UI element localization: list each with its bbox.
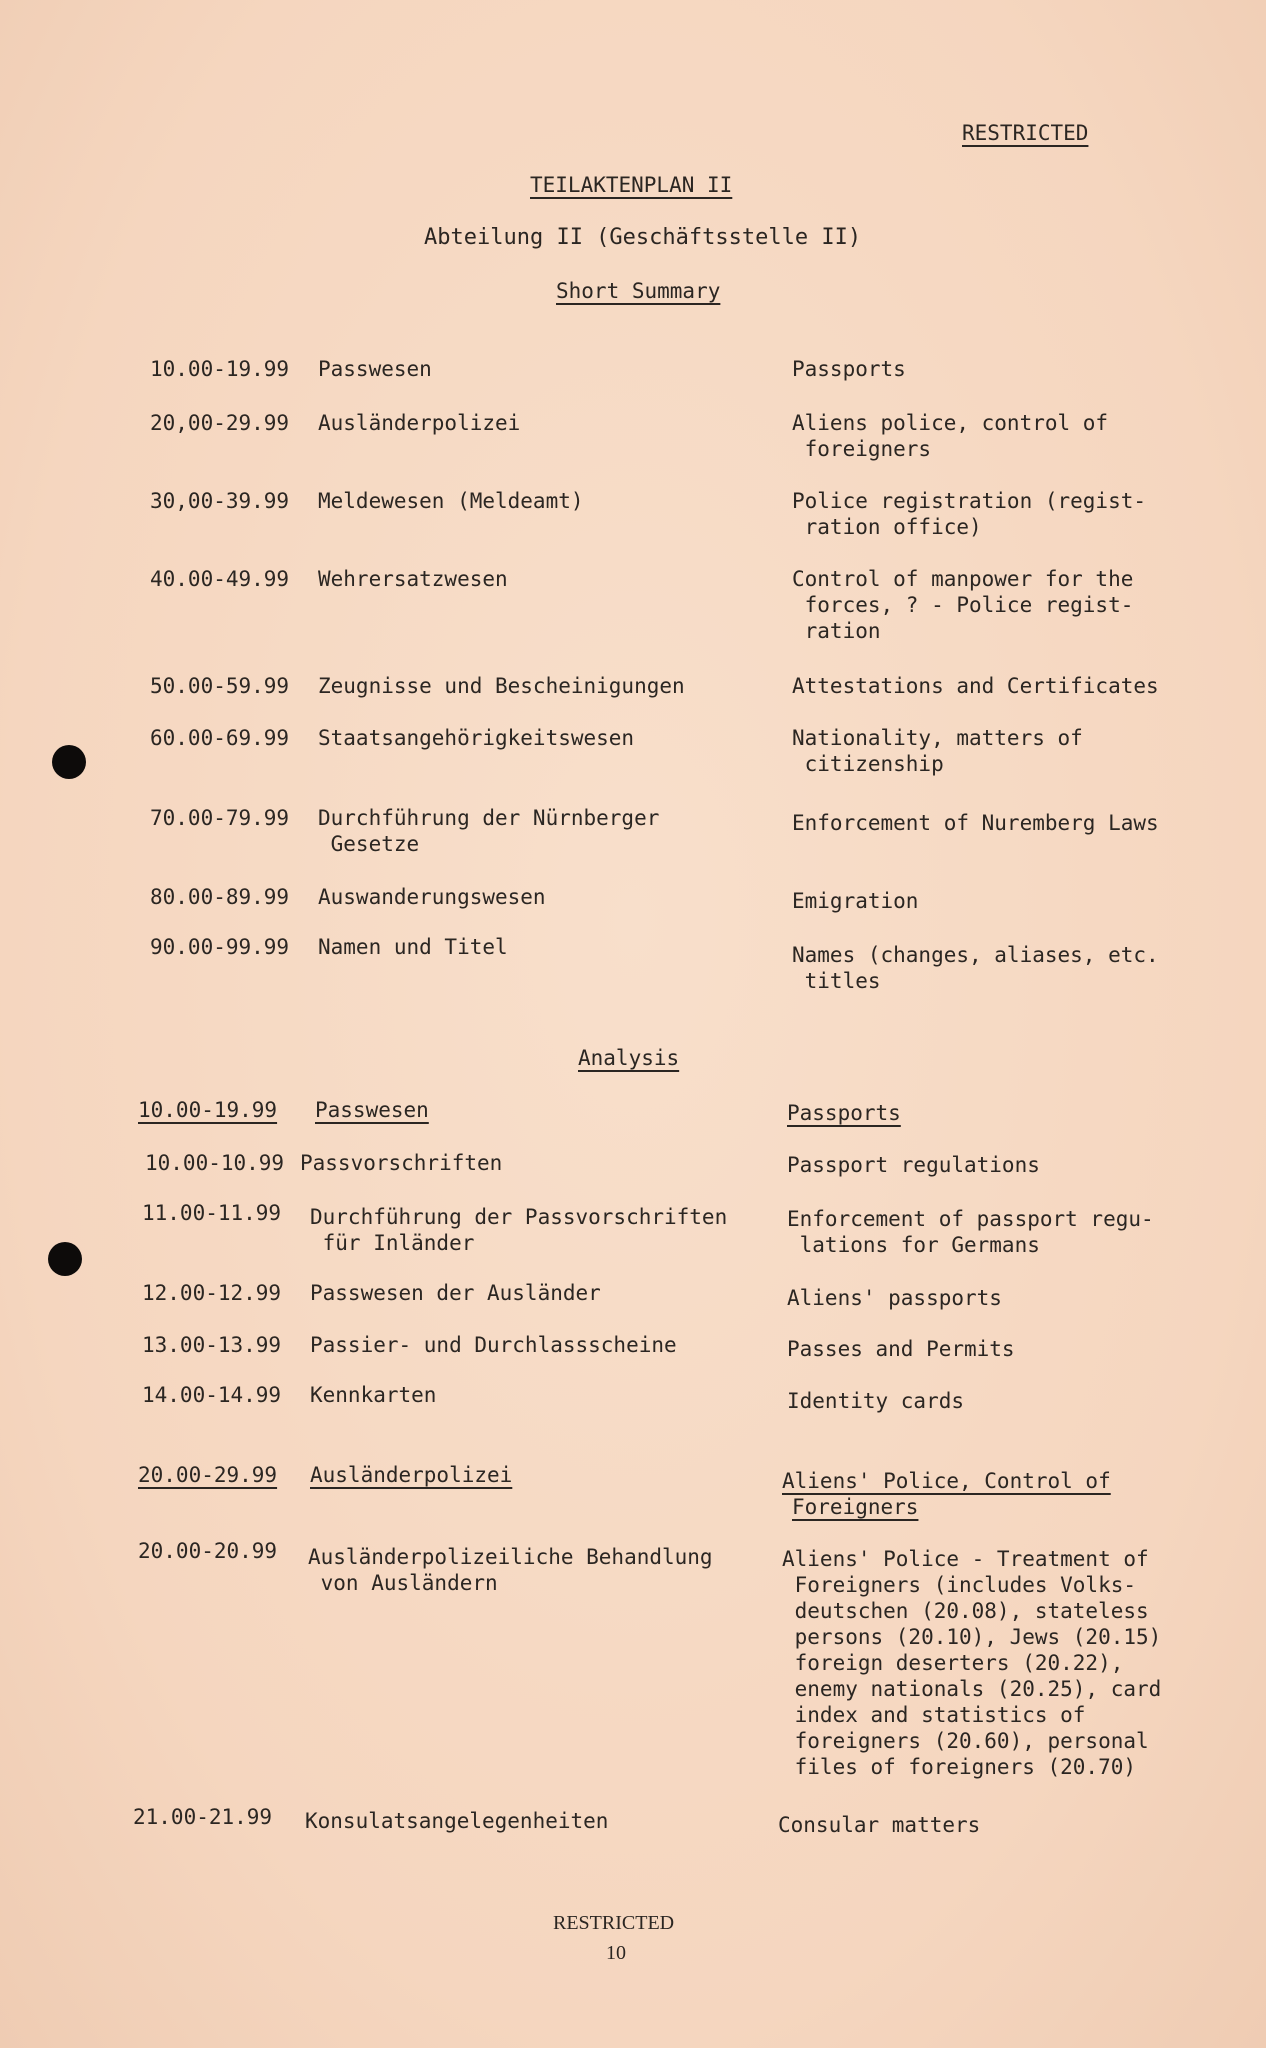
summary-german: Meldewesen (Meldeamt) xyxy=(318,489,584,513)
summary-german: Zeugnisse und Bescheinigungen xyxy=(318,674,685,698)
analysis-german: Kennkarten xyxy=(310,1383,437,1407)
group-english: Passports xyxy=(787,1101,901,1125)
short-summary-heading: Short Summary xyxy=(556,279,721,303)
group-german: Ausländerpolizei xyxy=(310,1463,513,1487)
summary-english: Control of manpower for the forces, ? - Police regist- ration xyxy=(792,567,1134,643)
summary-code: 10.00-19.99 xyxy=(150,357,290,381)
analysis-english: Aliens' Police - Treatment of Foreigners (includes Volks- deutschen (20.08), stateless persons (20.10), Jews (20.15) foreign deserters (20.22), enemy nationals (20.25), card index and statistics of foreigners (20.60), personal files of foreigners (20.70) xyxy=(782,1547,1162,1779)
summary-german: Ausländerpolizei xyxy=(318,411,521,435)
analysis-code: 21.00-21.99 xyxy=(133,1805,273,1829)
group-german: Passwesen xyxy=(315,1098,429,1122)
summary-code: 40.00-49.99 xyxy=(150,567,290,591)
summary-english: Nationality, matters of citizenship xyxy=(792,726,1083,776)
analysis-english: Enforcement of passport regu- lations for Germans xyxy=(787,1207,1154,1257)
summary-code: 30,00-39.99 xyxy=(150,489,290,513)
group-code: 10.00-19.99 xyxy=(138,1098,278,1122)
summary-english: Police registration (regist- ration office) xyxy=(792,489,1147,539)
analysis-code: 12.00-12.99 xyxy=(142,1281,282,1305)
summary-code: 50.00-59.99 xyxy=(150,674,290,698)
summary-code: 60.00-69.99 xyxy=(150,726,290,750)
analysis-code: 20.00-20.99 xyxy=(138,1539,278,1563)
summary-german: Namen und Titel xyxy=(318,935,508,959)
group-english-line2: Foreigners xyxy=(792,1495,919,1519)
document-subtitle: Abteilung II (Geschäftsstelle II) xyxy=(424,225,862,250)
analysis-code: 10.00-10.99 xyxy=(145,1151,285,1175)
page-number: 10 xyxy=(606,1942,626,1964)
analysis-english: Consular matters xyxy=(778,1813,981,1837)
summary-german: Durchführung der Nürnberger Gesetze xyxy=(318,806,660,856)
summary-english: Attestations and Certificates xyxy=(792,674,1159,698)
summary-english: Enforcement of Nuremberg Laws xyxy=(792,811,1159,835)
analysis-german: Konsulatsangelegenheiten xyxy=(305,1809,609,1833)
group-english-line1: Aliens' Police, Control of xyxy=(782,1469,1111,1493)
analysis-code: 14.00-14.99 xyxy=(142,1383,282,1407)
summary-code: 80.00-89.99 xyxy=(150,885,290,909)
summary-english: Emigration xyxy=(792,889,919,913)
analysis-code: 13.00-13.99 xyxy=(142,1333,282,1357)
analysis-german: Ausländerpolizeiliche Behandlung von Ausländern xyxy=(308,1545,713,1595)
analysis-german: Passier- und Durchlassscheine xyxy=(310,1333,677,1357)
punch-hole xyxy=(48,1242,82,1276)
analysis-code: 11.00-11.99 xyxy=(142,1201,282,1225)
punch-hole xyxy=(52,745,86,779)
summary-english: Passports xyxy=(792,357,906,381)
summary-code: 70.00-79.99 xyxy=(150,806,290,830)
analysis-english: Aliens' passports xyxy=(787,1286,1002,1310)
analysis-english: Passes and Permits xyxy=(787,1337,1015,1361)
summary-english: Names (changes, aliases, etc. titles xyxy=(792,943,1159,993)
summary-code: 90.00-99.99 xyxy=(150,935,290,959)
analysis-english: Passport regulations xyxy=(787,1153,1040,1177)
summary-german: Staatsangehörigkeitswesen xyxy=(318,726,635,750)
analysis-german: Passvorschriften xyxy=(300,1151,503,1175)
summary-english: Aliens police, control of foreigners xyxy=(792,411,1109,461)
summary-german: Wehrersatzwesen xyxy=(318,567,508,591)
restricted-marking-bottom: RESTRICTED xyxy=(553,1912,675,1934)
summary-german: Passwesen xyxy=(318,357,432,381)
analysis-german: Durchführung der Passvorschriften für Inländer xyxy=(310,1205,728,1255)
summary-german: Auswanderungswesen xyxy=(318,885,546,909)
document-title: TEILAKTENPLAN II xyxy=(530,173,733,197)
analysis-heading: Analysis xyxy=(578,1046,680,1070)
analysis-german: Passwesen der Ausländer xyxy=(310,1281,601,1305)
analysis-english: Identity cards xyxy=(787,1389,965,1413)
group-code: 20.00-29.99 xyxy=(138,1463,278,1487)
summary-code: 20,00-29.99 xyxy=(150,411,290,435)
restricted-marking-top: RESTRICTED xyxy=(962,121,1089,145)
